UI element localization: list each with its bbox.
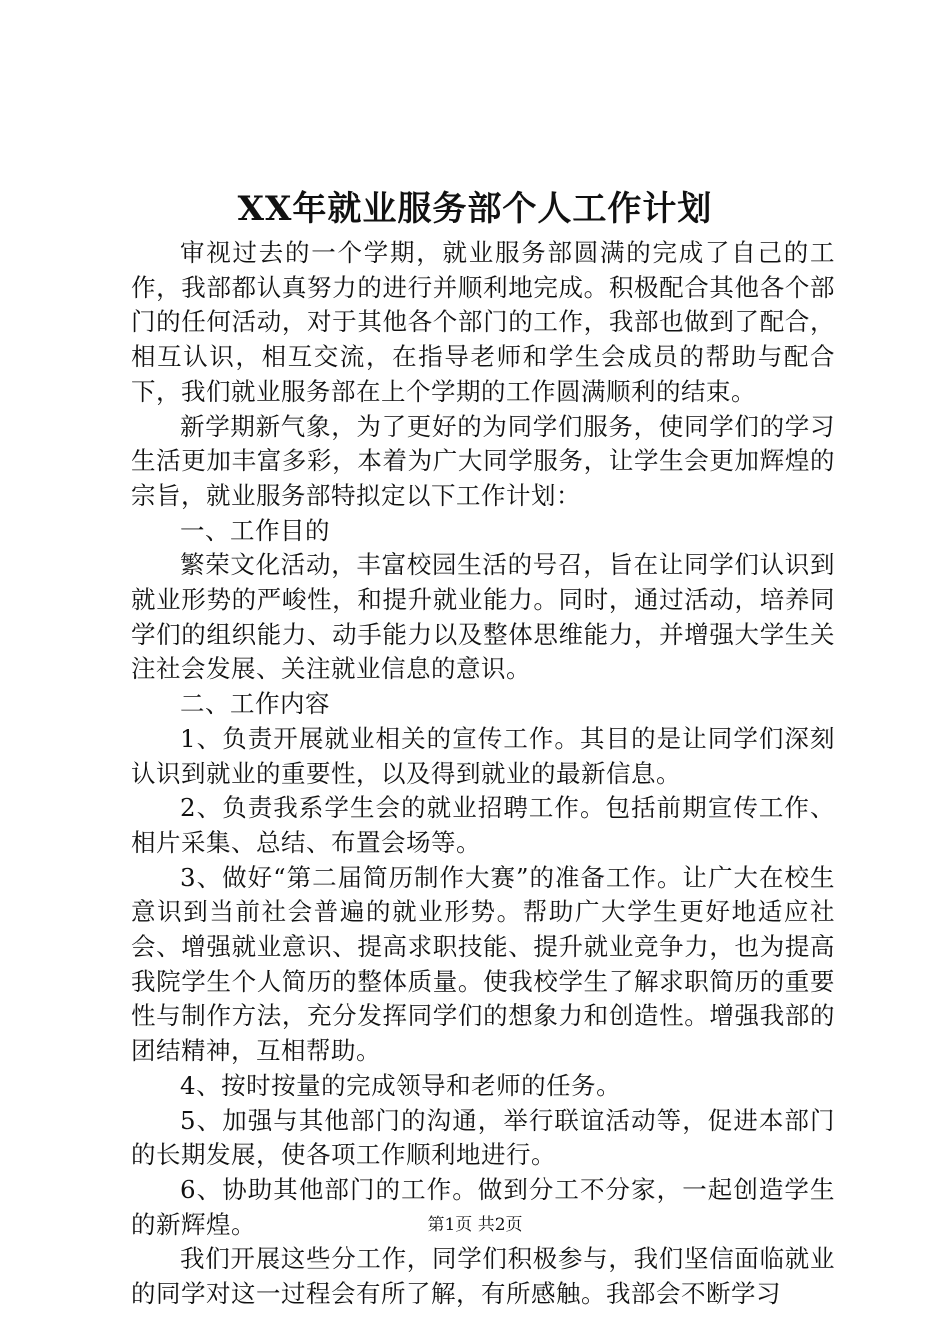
section-heading-purpose: 一、工作目的 [180,515,330,545]
list-item-4: 4、按时按量的完成领导和老师的任务。 [180,1070,622,1100]
list-item-1: 1、负责开展就业相关的宣传工作。其目的是让同学们深刻认识到就业的重要性，以及得到就业的最新信息。 [131,723,835,788]
list-item-5: 5、加强与其他部门的沟通，举行联谊活动等，促进本部门的长期发展，使各项工作顺利地进行。 [131,1105,835,1170]
list-item-2: 2、负责我系学生会的就业招聘工作。包括前期宣传工作、相片采集、总结、布置会场等。 [131,793,835,857]
list-item-3: 3、做好“第二届简历制作大赛”的准备工作。让广大在校生意识到当前社会普遍的就业形势。帮助广大学生更好地适应社会、增强就业意识、提高求职技能、提升就业竞争力，也为提高我院学生个人简历的整体质量。使我校学生了解求职简历的重要性与制作方法，充分发挥同学们的想象力和创造性。增强我部的团结精神，互相帮助。 [131,862,835,1066]
page-footer: 第1页 共2页 [427,1215,523,1235]
document-title: XX年就业服务部个人工作计划 [237,189,713,229]
paragraph-review: 审视过去的一个学期，就业服务部圆满的完成了自己的工作，我部都认真努力的进行并顺利地完成。积极配合其他各个部门的任何活动，对于其他各个部门的工作，我部也做到了配合，相互认识，相互交流，在指导老师和学生会成员的帮助与配合下，我们就业服务部在上个学期的工作圆满顺利的结束。 [131,238,835,406]
paragraph-intro: 新学期新气象，为了更好的为同学们服务，使同学们的学习生活更加丰富多彩，本着为广大同学服务，让学生会更加辉煌的宗旨，就业服务部特拟定以下工作计划： [131,411,835,510]
paragraph-closing: 我们开展这些分工作，同学们积极参与，我们坚信面临就业的同学对这一过程会有所了解，有所感触。我部会不断学习 [131,1244,835,1309]
section-heading-content: 二、工作内容 [180,689,330,719]
list-item-6: 6、协助其他部门的工作。做到分工不分家，一起创造学生的新辉煌。 [131,1174,835,1239]
paragraph-purpose: 繁荣文化活动，丰富校园生活的号召，旨在让同学们认识到就业形势的严峻性，和提升就业能力。同时，通过活动，培养同学们的组织能力、动手能力以及整体思维能力，并增强大学生关注社会发展、关注就业信息的意识。 [131,550,835,684]
document-body [131,236,835,1312]
